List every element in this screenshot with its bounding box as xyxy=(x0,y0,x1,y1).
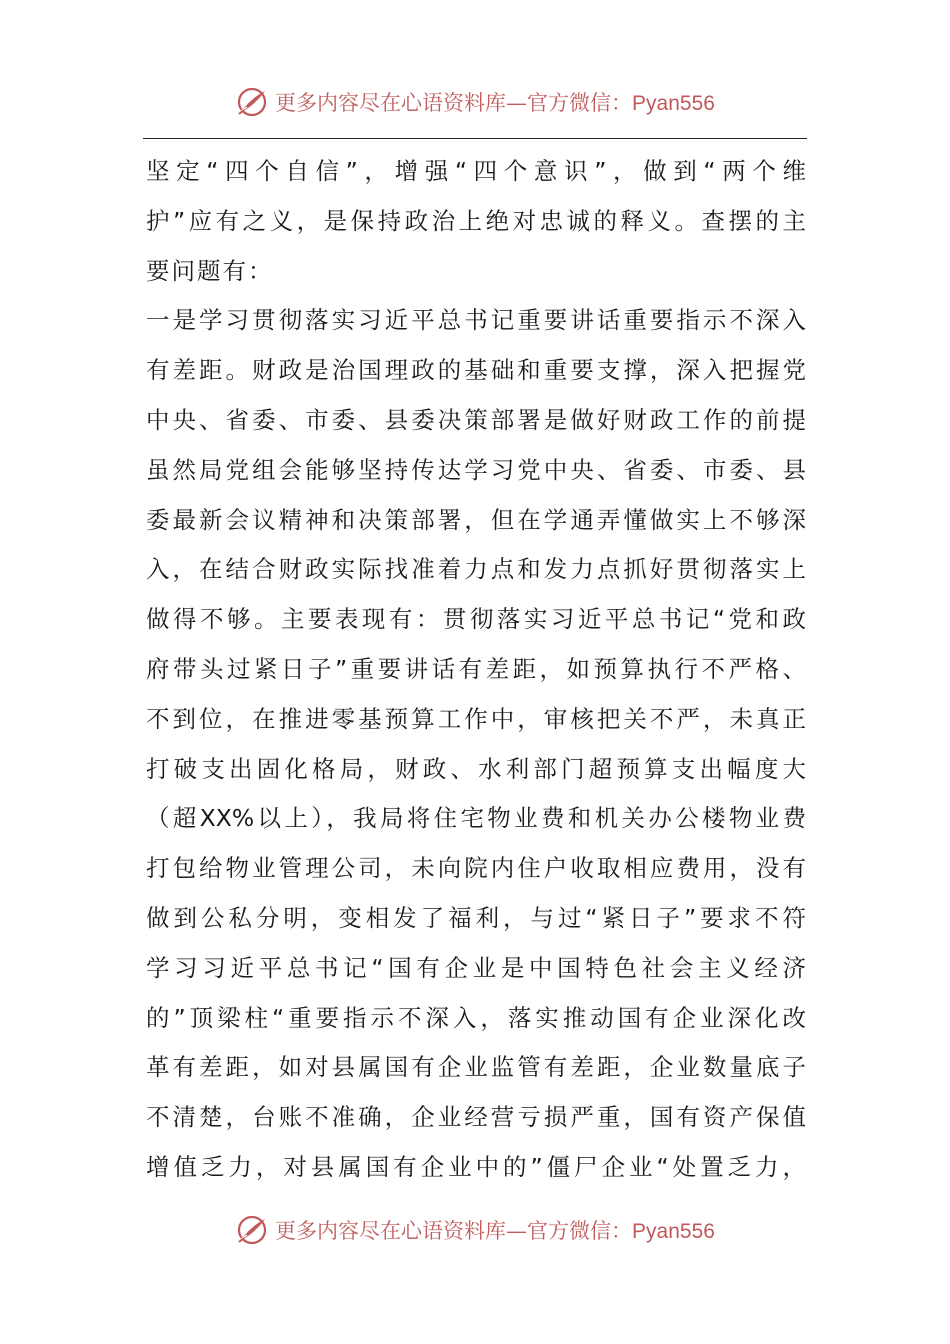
text-line: 不到位，在推进零基预算工作中，审核把关不严，未真正 xyxy=(146,704,806,733)
text-line: 一是学习贯彻落实习近平总书记重要讲话重要指示不深入 xyxy=(146,306,806,335)
text-line: 革有差距，如对县属国有企业监管有差距，企业数量底子 xyxy=(146,1053,806,1082)
text-line: 的”顶梁柱“重要指示不深入，落实推动国有企业深化改 xyxy=(146,1003,806,1032)
text-line: 不清楚，台账不准确，企业经营亏损严重，国有资产保值 xyxy=(146,1103,806,1132)
text-line: 学习习近平总书记“国有企业是中国特色社会主义经济 xyxy=(146,953,806,982)
text-line: （超XX%以上），我局将住宅物业费和机关办公楼物业费 xyxy=(146,804,806,833)
text-line: 虽然局党组会能够坚持传达学习党中央、省委、市委、县 xyxy=(146,455,806,484)
text-line: 坚定“四个自信”，增强“四个意识”，做到“两个维 xyxy=(146,157,806,185)
document-body xyxy=(146,147,806,1193)
footer-brand xyxy=(235,1213,715,1247)
text-line: 委最新会议精神和决策部署，但在学通弄懂做实上不够深 xyxy=(146,505,806,534)
text-line: 打破支出固化格局，财政、水利部门超预算支出幅度大 xyxy=(146,754,806,783)
header-divider xyxy=(143,138,807,139)
text-line: 护”应有之义，是保持政治上绝对忠诚的释义。查摆的主 xyxy=(146,206,806,235)
footer-brand-text: 更多内容尽在心语资料库—官方微信：Pyan556 xyxy=(275,1219,715,1243)
header-brand xyxy=(235,85,715,119)
header-brand-text: 更多内容尽在心语资料库—官方微信：Pyan556 xyxy=(275,91,715,115)
quill-pen-logo-icon xyxy=(235,85,269,119)
text-line: 做到公私分明，变相发了福利，与过“紧日子”要求不符 xyxy=(146,903,806,932)
text-line: 入，在结合财政实际找准着力点和发力点抓好贯彻落实上 xyxy=(146,555,806,584)
text-line: 中央、省委、市委、县委决策部署是做好财政工作的前提 xyxy=(146,405,806,434)
text-line: 要问题有： xyxy=(146,256,274,285)
footer-brand-id: Pyan556 xyxy=(632,1220,715,1243)
text-line: 有差距。财政是治国理政的基础和重要支撑，深入把握党 xyxy=(146,356,806,385)
quill-pen-logo-icon xyxy=(235,1213,269,1247)
text-line: 打包给物业管理公司，未向院内住户收取相应费用，没有 xyxy=(146,854,806,883)
text-line: 府带头过紧日子”重要讲话有差距，如预算执行不严格、 xyxy=(146,654,806,683)
page-footer xyxy=(0,1210,950,1250)
text-line: 增值乏力，对县属国有企业中的”僵尸企业“处置乏力， xyxy=(146,1152,806,1181)
header-brand-id: Pyan556 xyxy=(632,92,715,115)
text-line: 做得不够。主要表现有：贯彻落实习近平总书记“党和政 xyxy=(146,605,806,634)
page-header xyxy=(0,82,950,122)
